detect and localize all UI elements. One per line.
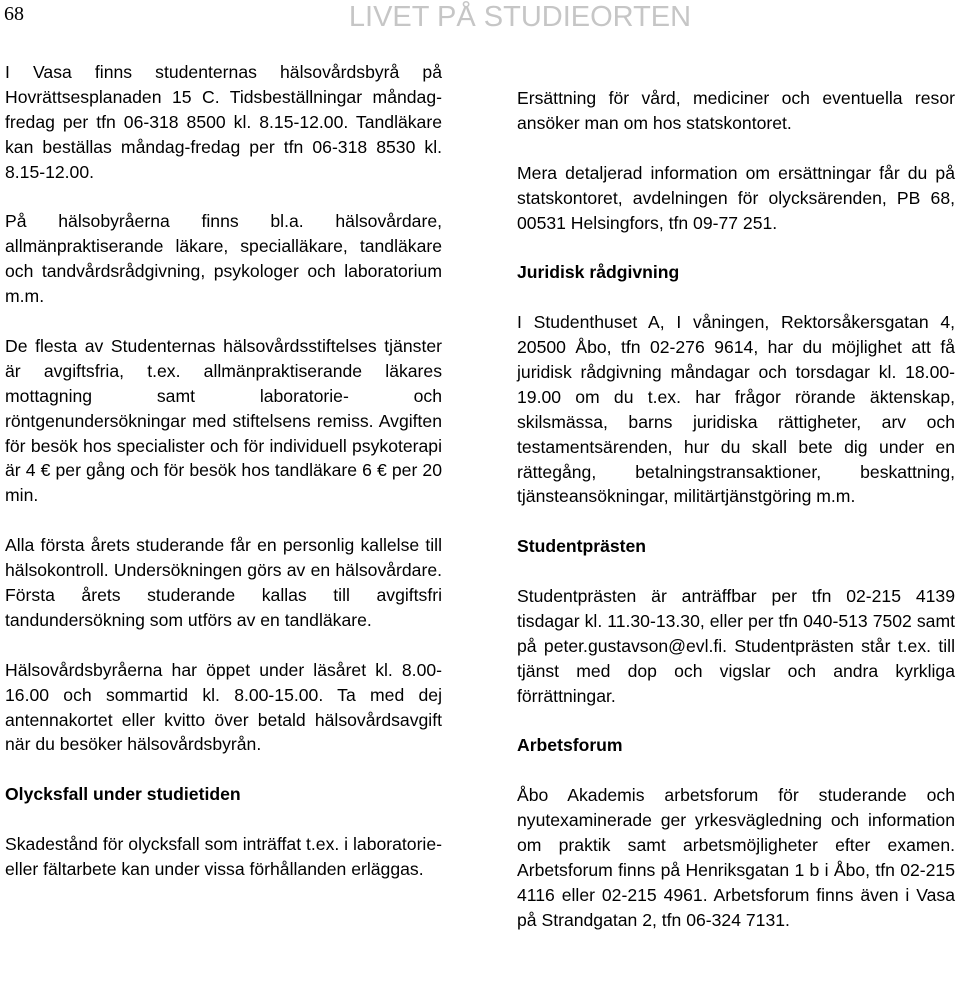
heading-work-forum: Arbetsforum (517, 735, 623, 756)
heading-student-priest: Studentprästen (517, 536, 647, 557)
paragraph-health-staff: På hälsobyråerna finns bl.a. hälsovårdare, allmänpraktiserande läkare, specialläkare, tandläkare och tandvårdsrådgivning, psykologer och laboratorium m.m. (5, 211, 442, 307)
paragraph-reimbursement: Ersättning för vård, mediciner och eventuella resor ansöker man om hos statskontoret. (517, 88, 955, 133)
running-header: LIVET PÅ STUDIEORTEN (348, 1, 692, 33)
heading-legal-advice: Juridisk rådgivning (517, 262, 680, 283)
left-column (5, 60, 442, 882)
right-column (517, 86, 955, 933)
paragraph-health-office: I Vasa finns studenternas hälsovårdsbyrå på Hovrättsesplanaden 15 C. Tidsbeställningar måndag-fredag per tfn 06-318 8500 kl. 8.15-12.00. Tandläkare kan beställas måndag-fredag per tfn 06-318 8530 kl. 8.15-12.00. (5, 62, 442, 182)
paragraph-first-year-checkup: Alla första årets studerande får en personlig kallelse till hälsokontroll. Undersökningen görs av en hälsovårdare. Första årets studerande kallas till avgiftsfri tandundersökning som utförs av en tandläkare. (5, 535, 442, 630)
paragraph-student-priest: Studentprästen är anträffbar per tfn 02-215 4139 tisdagar kl. 11.30-13.30, eller per tfn 040-513 7502 samt på peter.gustavson@evl.fi. Studentprästen står t.ex. till tjänst med dop och vigslar och andra kyrkliga förrättningar. (517, 586, 955, 706)
paragraph-accident-compensation: Skadestånd för olycksfall som inträffat t.ex. i laboratorie- eller fältarbete kan under vissa förhållanden erläggas. (5, 834, 442, 879)
paragraph-fees: De flesta av Studenternas hälsovårdsstiftelses tjänster är avgiftsfria, t.ex. allmänpraktiserande läkares mottagning samt laboratorie- och röntgenundersökningar med stiftelsens remiss. Avgiften för besök hos specialister och för individuell psykoterapi är 4 € per gång och för besök hos tandläkare 6 € per 20 min. (5, 335, 442, 506)
heading-accident: Olycksfall under studietiden (5, 784, 241, 805)
paragraph-opening-hours: Hälsovårdsbyråerna har öppet under läsåret kl. 8.00-16.00 och sommartid kl. 8.00-15.00. Ta med dej antennakortet eller kvitto över betald hälsovårdsavgift när du besöker hälsovårdsbyrån. (5, 659, 442, 755)
paragraph-state-office-info: Mera detaljerad information om ersättningar får du på statskontoret, avdelningen för olycksärenden, PB 68, 00531 Helsingfors, tfn 09-77 251. (517, 162, 955, 233)
page-number: 68 (4, 3, 24, 25)
paragraph-work-forum: Åbo Akademis arbetsforum för studerande och nyutexaminerade ger yrkesvägledning och information om praktik samt arbetsmöjligheter efter examen. Arbetsforum finns på Henriksgatan 1 b i Åbo, tfn 02-215 4116 eller 02-215 4961. Arbetsforum finns även i Vasa på Strandgatan 2, tfn 06-324 7131. (517, 785, 955, 930)
paragraph-legal-advice: I Studenthuset A, I våningen, Rektorsåkersgatan 4, 20500 Åbo, tfn 02-276 9614, har du möjlighet att få juridisk rådgivning måndagar och torsdagar kl. 18.00-19.00 om du t.ex. har frågor rörande äktenskap, skilsmässa, barns juridiska rättigheter, arv och testamentsärenden, hur du skall bete dig under en rättegång, betalningstransaktioner, beskattning, tjänsteansökningar, militärtjänstgöring m.m. (517, 312, 955, 507)
